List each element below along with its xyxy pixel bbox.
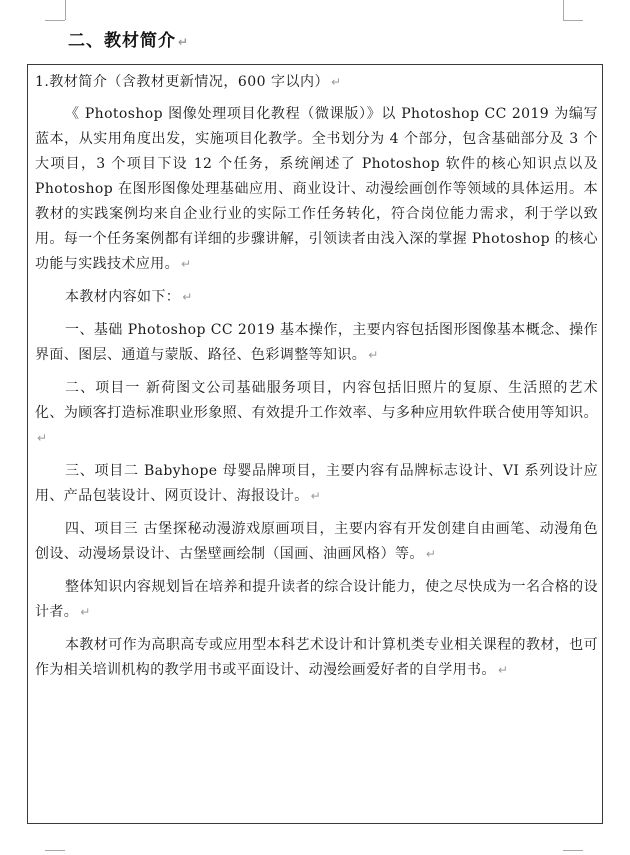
paragraph-mark-icon: ↵ <box>368 348 379 362</box>
paragraph-project-three[interactable] <box>35 517 598 567</box>
paragraph-text: 四、项目三 古堡探秘动漫游戏原画项目，主要内容有开发创建自由画笔、动漫角色创设、动漫场景设计、古堡壁画绘制（国画、油画风格）等。 <box>35 521 598 562</box>
paragraph-text: 本教材内容如下： <box>65 289 181 305</box>
paragraph-project-one[interactable] <box>35 376 598 451</box>
paragraph-text: 二、项目一 新荷图文公司基础服务项目，内容包括旧照片的复原、生活照的艺术化、为顾客打造标准职业形象照、有效提升工作效率、与多种应用软件联合使用等知识。 <box>35 380 598 421</box>
crop-mark-top-right-vertical <box>563 0 564 20</box>
section-heading-text: 二、教材简介 <box>68 31 176 51</box>
crop-mark-top-right-horizontal <box>563 20 583 21</box>
paragraph-mark-icon: ↵ <box>178 35 190 49</box>
paragraph-text: 整体知识内容规划旨在培养和提升读者的综合设计能力，使之尽快成为一名合格的设计者。 <box>35 579 598 620</box>
paragraph-mark-icon: ↵ <box>182 290 193 304</box>
paragraph-audience[interactable] <box>35 633 598 683</box>
paragraph-mark-icon: ↵ <box>497 663 509 677</box>
paragraph-mark-icon: ↵ <box>80 605 91 619</box>
paragraph-overview[interactable] <box>35 102 598 277</box>
textbook-intro-box[interactable] <box>27 64 603 824</box>
paragraph-mark-icon: ↵ <box>331 75 342 89</box>
box-title[interactable] <box>35 72 598 92</box>
paragraph-part-basic[interactable] <box>35 318 598 368</box>
paragraph-text: 《 Photoshop 图像处理项目化教程（微课版）》以 Photoshop CC 2019 为编写蓝本，从实用角度出发，实施项目化教学。全书划分为 4 个部分，包含基础部分及 3 个大项目，3 个项目下设 12 个任务，系统阐述了 Photoshop 软件的核心知识点以及 Photoshop 在图形图像处理基础应用、商业设计、动漫绘画创作等领域的具体运用。本教材的实践案例均来自企业行业的实际工作任务转化，符合岗位能力需求，利于学以致用。每一个任务案例都有详细的步骤讲解，引领读者由浅入深的掌握 Photoshop 的核心功能与实践技术应用。 <box>35 106 599 272</box>
crop-mark-top-left-vertical <box>65 0 66 20</box>
crop-mark-bottom-right <box>563 850 583 851</box>
paragraph-overall-goal[interactable] <box>35 575 598 625</box>
paragraph-text: 三、项目二 Babyhope 母婴品牌项目，主要内容有品牌标志设计、VI 系列设计应用、产品包装设计、网页设计、海报设计。 <box>35 463 598 504</box>
paragraph-project-two[interactable] <box>35 459 598 509</box>
paragraph-mark-icon: ↵ <box>181 257 192 271</box>
paragraph-contents-intro[interactable] <box>35 285 598 310</box>
box-title-text: 1.教材简介（含教材更新情况，600 字以内） <box>35 74 330 90</box>
paragraph-mark-icon: ↵ <box>425 547 437 561</box>
paragraph-text: 一、基础 Photoshop CC 2019 基本操作，主要内容包括图形图像基本概念、操作界面、图层、通道与蒙版、路径、色彩调整等知识。 <box>35 322 598 363</box>
paragraph-text: 本教材可作为高职高专或应用型本科艺术设计和计算机类专业相关课程的教材，也可作为相关培训机构的教学用书或平面设计、动漫绘画爱好者的自学用书。 <box>35 637 598 678</box>
crop-mark-top-left-horizontal <box>45 20 65 21</box>
section-heading[interactable] <box>68 26 189 51</box>
paragraph-mark-icon: ↵ <box>37 431 48 445</box>
crop-mark-bottom-left <box>45 850 65 851</box>
paragraph-mark-icon: ↵ <box>310 489 322 503</box>
